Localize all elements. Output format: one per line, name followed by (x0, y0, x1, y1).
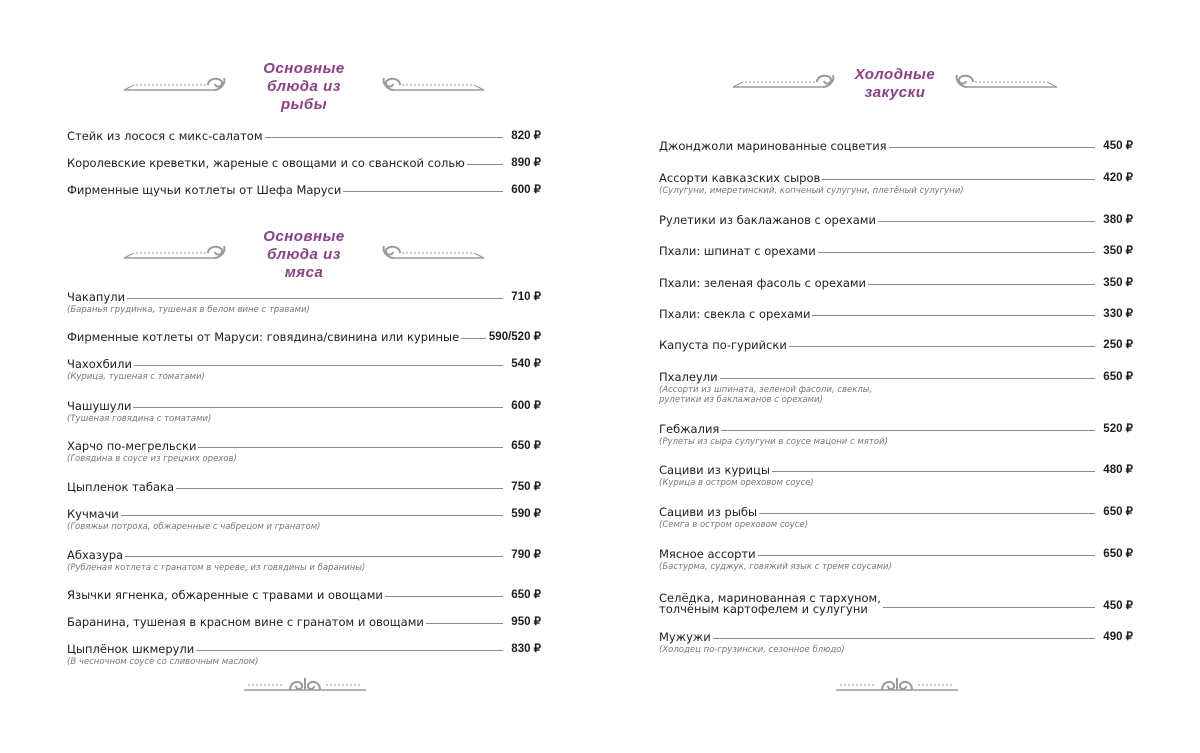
menu-item (67, 548, 541, 573)
menu-item-name: Пхали: зеленая фасоль с орехами (659, 276, 867, 290)
leader-line (659, 430, 1095, 431)
menu-item-row (659, 307, 1133, 321)
menu-item-row (659, 171, 1133, 185)
menu-item-name: Ассорти кавказских сыров (659, 171, 821, 185)
menu-item-row (67, 399, 541, 413)
menu-item-price: 650 ₽ (508, 588, 541, 602)
menu-item-name: Рулетики из баклажанов с орехами (659, 213, 876, 227)
menu-item-name: Фирменные котлеты от Маруси: говядина/свинина или куриные (67, 330, 460, 344)
menu-item-description: (Тушеная говядина с томатами) (67, 414, 212, 424)
menu-item-price: 330 ₽ (1100, 307, 1133, 321)
menu-item-price: 520 ₽ (1100, 422, 1133, 436)
menu-item-price: 480 ₽ (1100, 463, 1133, 477)
menu-item-row (659, 591, 1133, 616)
menu-item (67, 330, 541, 344)
menu-item-price: 450 ₽ (1100, 599, 1133, 613)
menu-item (659, 630, 1133, 655)
menu-item-row (67, 548, 541, 562)
menu-item-name: Цыпленок табака (67, 480, 174, 494)
menu-item (659, 276, 1133, 290)
menu-item-row (67, 588, 541, 602)
menu-item-description: (Курица, тушеная с томатами) (67, 372, 205, 382)
menu-item-name: Мясное ассорти (659, 547, 756, 561)
meat-section-heading (124, 228, 484, 282)
menu-item-row (67, 439, 541, 453)
menu-item-name: Фирменные щучьи котлеты от Шефа Маруси (67, 183, 342, 197)
menu-item (659, 213, 1133, 227)
menu-item-name: Королевские креветки, жареные с овощами и со сванской солью (67, 156, 465, 170)
leader-line (67, 556, 503, 557)
menu-item-row (659, 630, 1133, 644)
menu-item (67, 642, 541, 667)
menu-item-name: Пхали: свекла с орехами (659, 307, 811, 321)
menu-item-name: Чакапули (67, 290, 126, 304)
ornament-right-icon (947, 69, 1057, 99)
menu-item (659, 244, 1133, 258)
menu-item-description: (Баранья грудинка, тушеная в белом вине с травами) (67, 305, 310, 315)
menu-item-row (67, 615, 541, 629)
menu-item-name: Селёдка, маринованная с тархуном, толчёным картофелем и сулугуни (659, 591, 881, 616)
cold-section-title: Холодные закуски (854, 66, 936, 101)
menu-item-description: (Рубленая котлета с гранатом в череве, из говядины и баранины) (67, 563, 366, 573)
menu-item-price: 890 ₽ (508, 156, 541, 170)
menu-item (659, 307, 1133, 321)
menu-item-description: (Бастурма, суджук, говяжий язык с тремя соусами) (659, 562, 892, 572)
leader-line (67, 515, 503, 516)
menu-item-price: 600 ₽ (508, 183, 541, 197)
menu-item-description: (Ассорти из шпината, зеленой фасоли, свеклы, рулетики из баклажанов с орехами) (659, 385, 873, 405)
leader-line (659, 378, 1095, 379)
menu-item-price: 710 ₽ (508, 290, 541, 304)
menu-item-description: (Курица в остром ореховом соусе) (659, 478, 814, 488)
cold-section-heading (715, 66, 1075, 102)
menu-item (67, 439, 541, 464)
menu-item-row (659, 213, 1133, 227)
ornament-left-icon (124, 72, 234, 102)
menu-item-price: 350 ₽ (1100, 276, 1133, 290)
menu-item-description: (В чесночном соусе со сливочным маслом) (67, 657, 259, 667)
menu-item-price: 380 ₽ (1100, 213, 1133, 227)
menu-item-name: Баранина, тушеная в красном вине с гранатом и овощами (67, 615, 424, 629)
menu-item-description: (Сулугуни, имеретинский, копченый сулугуни, плетёный сулугуни) (659, 186, 964, 196)
menu-item-name: Абхазура (67, 548, 124, 562)
footer-ornament-left-icon (244, 676, 366, 696)
menu-item (67, 357, 541, 382)
menu-item (67, 183, 541, 197)
menu-item-name: Сациви из курицы (659, 463, 770, 477)
menu-item-row (67, 129, 541, 143)
menu-item (659, 505, 1133, 530)
menu-item-name: Сациви из рыбы (659, 505, 758, 519)
menu-item-price: 590 ₽ (508, 507, 541, 521)
leader-line (659, 638, 1095, 639)
menu-item-price: 650 ₽ (508, 439, 541, 453)
menu-item-name: Капуста по-гурийски (659, 338, 787, 352)
menu-item (659, 171, 1133, 196)
menu-item-row (67, 507, 541, 521)
menu-item-description: (Говяжьи потроха, обжаренные с чабрецом и гранатом) (67, 522, 321, 532)
menu-item-name: Чашушули (67, 399, 132, 413)
menu-item (67, 480, 541, 494)
menu-item-price: 790 ₽ (508, 548, 541, 562)
menu-item-name: Джонджоли маринованные соцветия (659, 139, 887, 153)
menu-item-price: 600 ₽ (508, 399, 541, 413)
menu-item-price: 590/520 ₽ (486, 330, 541, 344)
ornament-left-icon (733, 69, 843, 99)
menu-item-description: (Рулеты из сыра сулугуни в соусе мацони с мятой) (659, 437, 888, 447)
menu-item-name: Харчо по-мегрельски (67, 439, 197, 453)
menu-item (659, 463, 1133, 488)
footer-ornament-right-icon (836, 676, 958, 696)
menu-item-price: 650 ₽ (1100, 547, 1133, 561)
menu-item-name: Чахохбили (67, 357, 132, 371)
menu-item (659, 370, 1133, 405)
menu-item-name: Пхалеули (659, 370, 718, 384)
menu-item-name: Язычки ягненка, обжаренные с травами и овощами (67, 588, 383, 602)
menu-item (67, 507, 541, 532)
menu-item-row (67, 642, 541, 656)
menu-item-row (659, 422, 1133, 436)
menu-item-row (659, 139, 1133, 153)
menu-item-row (659, 547, 1133, 561)
menu-item-row (67, 290, 541, 304)
menu-item-price: 250 ₽ (1100, 338, 1133, 352)
menu-item-name: Кучмачи (67, 507, 119, 521)
menu-item-price: 490 ₽ (1100, 630, 1133, 644)
fish-section-heading (124, 60, 484, 114)
menu-item-price: 950 ₽ (508, 615, 541, 629)
menu-item-description: (Семга в остром ореховом соусе) (659, 520, 809, 530)
menu-item (67, 399, 541, 424)
menu-item-price: 650 ₽ (1100, 505, 1133, 519)
menu-item (659, 139, 1133, 153)
meat-section-title: Основные блюда из мяса (263, 228, 345, 281)
menu-item-price: 820 ₽ (508, 129, 541, 143)
menu-item-price: 420 ₽ (1100, 171, 1133, 185)
menu-item-name: Пхали: шпинат с орехами (659, 244, 816, 258)
menu-item-price: 540 ₽ (508, 357, 541, 371)
menu-item (659, 338, 1133, 352)
menu-item-description: (Говядина в соусе из грецких орехов) (67, 454, 237, 464)
menu-item-row (659, 338, 1133, 352)
ornament-right-icon (374, 72, 484, 102)
menu-item (67, 615, 541, 629)
menu-item-row (67, 357, 541, 371)
ornament-left-icon (124, 240, 234, 270)
menu-item (659, 591, 1133, 616)
menu-item (659, 422, 1133, 447)
leader-line (67, 298, 503, 299)
menu-item-row (67, 183, 541, 197)
menu-item (67, 588, 541, 602)
menu-item-price: 450 ₽ (1100, 139, 1133, 153)
menu-item (67, 290, 541, 315)
menu-item-row (67, 480, 541, 494)
menu-item (67, 129, 541, 143)
menu-item-price: 350 ₽ (1100, 244, 1133, 258)
menu-item-row (659, 244, 1133, 258)
menu-item-name: Цыплёнок шкмерули (67, 642, 195, 656)
menu-item-row (67, 330, 541, 344)
menu-item-price: 650 ₽ (1100, 370, 1133, 384)
menu-item-row (67, 156, 541, 170)
menu-item-row (659, 276, 1133, 290)
menu-item (659, 547, 1133, 572)
menu-item-row (659, 370, 1133, 384)
menu-item-price: 830 ₽ (508, 642, 541, 656)
menu-item (67, 156, 541, 170)
menu-item-price: 750 ₽ (508, 480, 541, 494)
fish-section-title: Основные блюда из рыбы (263, 60, 345, 113)
menu-item-name: Стейк из лосося с микс-салатом (67, 129, 263, 143)
menu-item-name: Гебжалия (659, 422, 720, 436)
menu-item-description: (Холодец по-грузински, сезонное блюдо) (659, 645, 845, 655)
menu-item-row (659, 463, 1133, 477)
ornament-right-icon (374, 240, 484, 270)
menu-item-row (659, 505, 1133, 519)
menu-item-name: Мужужи (659, 630, 711, 644)
